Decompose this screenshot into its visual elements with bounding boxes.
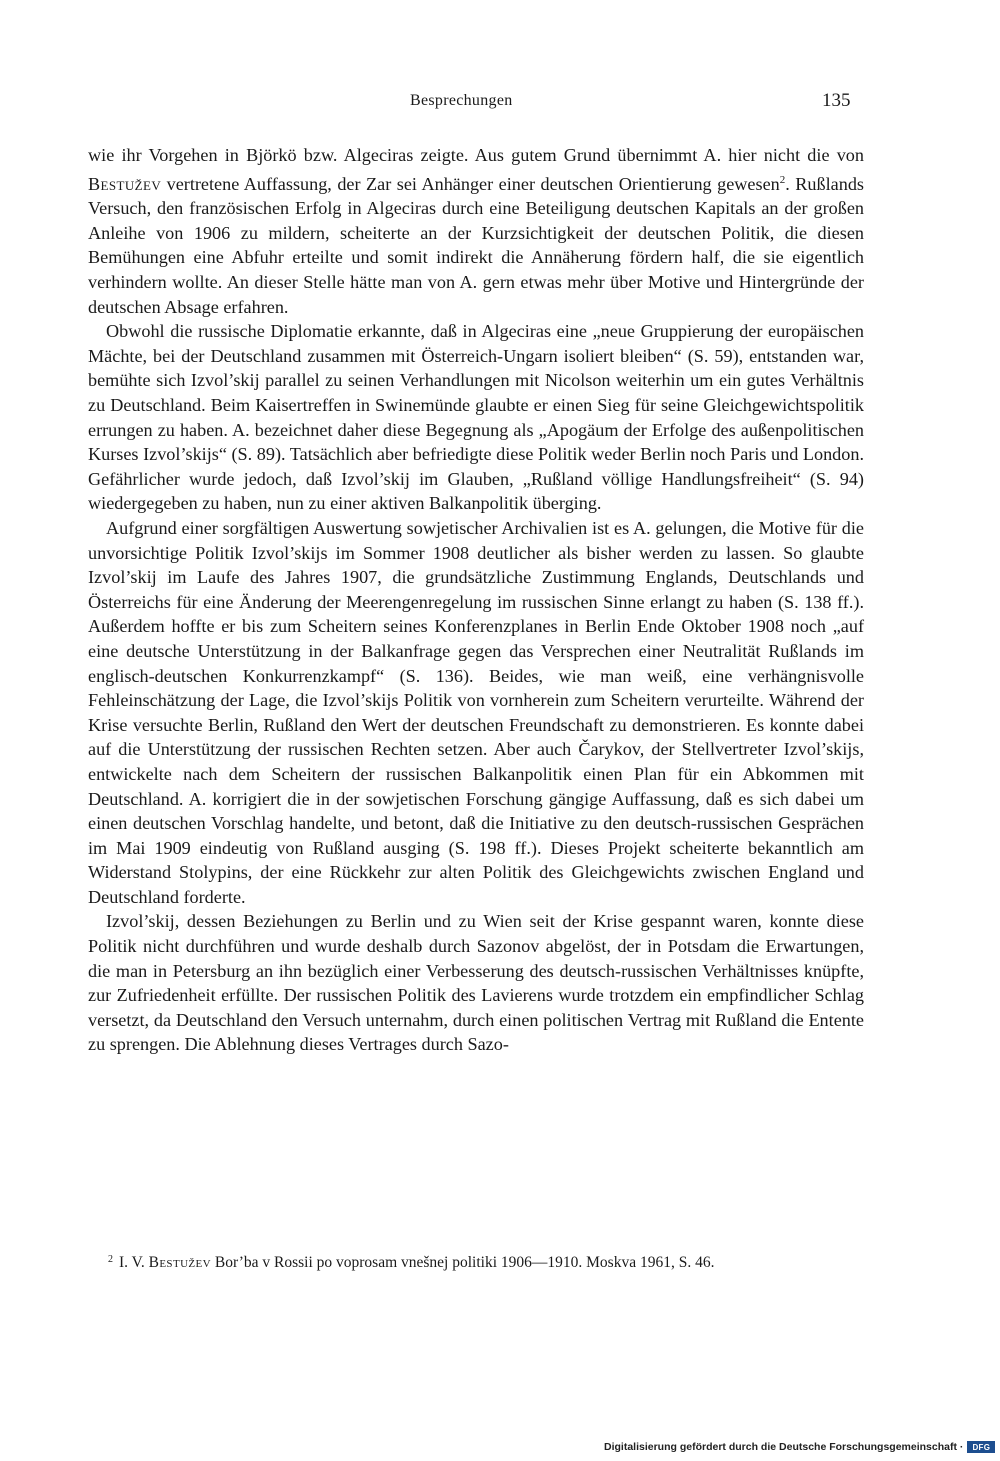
paragraph-1-part-c: . Rußlands Versuch, den französischen Erfolg in Algeciras durch eine Beteiligung deutschen Kapitals an der großen Anleihe von 1906 zu mildern, scheiterte an der Kurzsichtigkeit der deutschen Politik, die diesen Bemühungen eine Abfuhr erteilte und somit indirekt die Annäherung fördern half, die sie eigentlich verhindern wollte. An dieser Stelle hätte man von A. gern etwas mehr über Motive und Hintergründe der deutschen Absage erfahren. — [88, 173, 864, 317]
footnote-part-b: Bor’ba v Rossii po voprosam vnešnej politiki 1906—1910. Moskva 1961, S. 46. — [211, 1254, 715, 1271]
paragraph-1-part-b: vertretene Auffassung, der Zar sei Anhänger einer deutschen Orientierung gewesen — [161, 173, 780, 194]
paragraph-2: Obwohl die russische Diplomatie erkannte, daß in Algeciras eine „neue Gruppierung der europäischen Mächte, bei der Deutschland zusammen mit Österreich-Ungarn isoliert bleiben“ (S. 59), entstanden war, bemühte sich Izvol’skij parallel zu seinen Verhandlungen mit Nicolson weiterhin um ein gutes Verhältnis zu Deutschland. Beim Kaisertreffen in Swinemünde glaubte er einen Sieg für seine Gleichgewichtspolitik errungen zu haben. A. bezeichnet daher diese Begegnung als „Apogäum der Erfolge des außenpolitischen Kurses Izvol’skijs“ (S. 89). Tatsächlich aber befriedigte diese Politik weder Berlin noch Paris und London. Gefährlicher wurde jedoch, daß Izvol’skij im Glauben, „Rußland völlige Handlungsfreiheit“ (S. 94) wiedergegeben zu haben, nun zu einer aktiven Balkanpolitik überging. — [88, 321, 864, 514]
dfg-logo: DFG — [967, 1441, 995, 1453]
paragraph-4: Izvol’skij, dessen Beziehungen zu Berlin und zu Wien seit der Krise gespannt waren, konnte diese Politik nicht durchführen und wurde deshalb durch Sazonov abgelöst, der in Potsdam die Erwartungen, die man in Petersburg an ihn bezüglich einer Verbesserung des deutsch-russischen Verhältnisses knüpfte, zur Zufriedenheit erfüllte. Der russischen Politik des Lavierens wurde trotzdem ein empfindlicher Schlag versetzt, da Deutschland den Versuch unternahm, durch einen politischen Vertrag mit Rußland die Entente zu sprengen. Die Ablehnung dieses Vertrages durch Sazo- — [88, 911, 864, 1055]
paragraph-1-part-a: wie ihr Vorgehen in Björkö bzw. Algeciras zeigte. Aus gutem Grund übernimmt A. hier nicht die von — [88, 145, 864, 165]
footnote-reference: 2 — [779, 173, 786, 186]
footnote-part-a: I. V. — [119, 1254, 149, 1271]
footnote — [108, 1250, 868, 1273]
body-text — [88, 143, 864, 1057]
footnote-marker: 2 — [108, 1254, 113, 1265]
paragraph-1 — [88, 143, 864, 319]
running-title: Besprechungen — [410, 92, 513, 109]
page-number: 135 — [822, 90, 851, 111]
author-name: Bestužev — [88, 173, 162, 194]
paragraph-3: Aufgrund einer sorgfältigen Auswertung sowjetischer Archivalien ist es A. gelungen, die Motive für die unvorsichtige Politik Izvol’skijs im Sommer 1908 deutlicher als bisher werden zu lassen. So glaubte Izvol’skij im Laufe des Jahres 1907, die grundsätzliche Zustimmung Englands, Deutschlands und Österreichs für eine Änderung der Meerengenregelung im russischen Sinne erlangt zu haben (S. 138 ff.). Außerdem hoffte er bis zum Scheitern seines Konferenzplanes in Berlin Ende Oktober 1908 noch „auf eine deutsche Unterstützung in der Balkanfrage gegen das Versprechen einer Neutralität Rußlands im englisch-deutschen Konkurrenzkampf“ (S. 136). Beides, wie man weiß, eine verhängnisvolle Fehleinschätzung der Lage, die Izvol’skijs Politik von vornherein zum Scheitern verurteilte. Während der Krise versuchte Berlin, Rußland den Wert der deutschen Freundschaft zu demonstrieren. Es konnte dabei auf die Unterstützung der russischen Rechten setzen. Aber auch Čarykov, der Stellvertreter Izvol’skijs, entwickelte nach dem Scheitern der russischen Balkanpolitik einen Plan für ein Abkommen mit Deutschland. A. korrigiert die in der sowjetischen Forschung gängige Auffassung, daß es sich dabei um einen deutschen Vorschlag handelte, und betont, daß die Initiative zu den deutsch-russischen Gesprächen im Mai 1909 eindeutig von Rußland ausging (S. 198 ff.). Dieses Projekt scheiterte bekanntlich am Widerstand Stolypins, der eine Rückkehr zur alten Politik des Gleichgewichts zwischen England und Deutschland forderte. — [88, 517, 864, 907]
footnote-author: Bestužev — [148, 1254, 211, 1271]
credit-text: Digitalisierung gefördert durch die Deutsche Forschungsgemeinschaft · — [604, 1441, 964, 1453]
digitization-credit — [604, 1441, 995, 1453]
